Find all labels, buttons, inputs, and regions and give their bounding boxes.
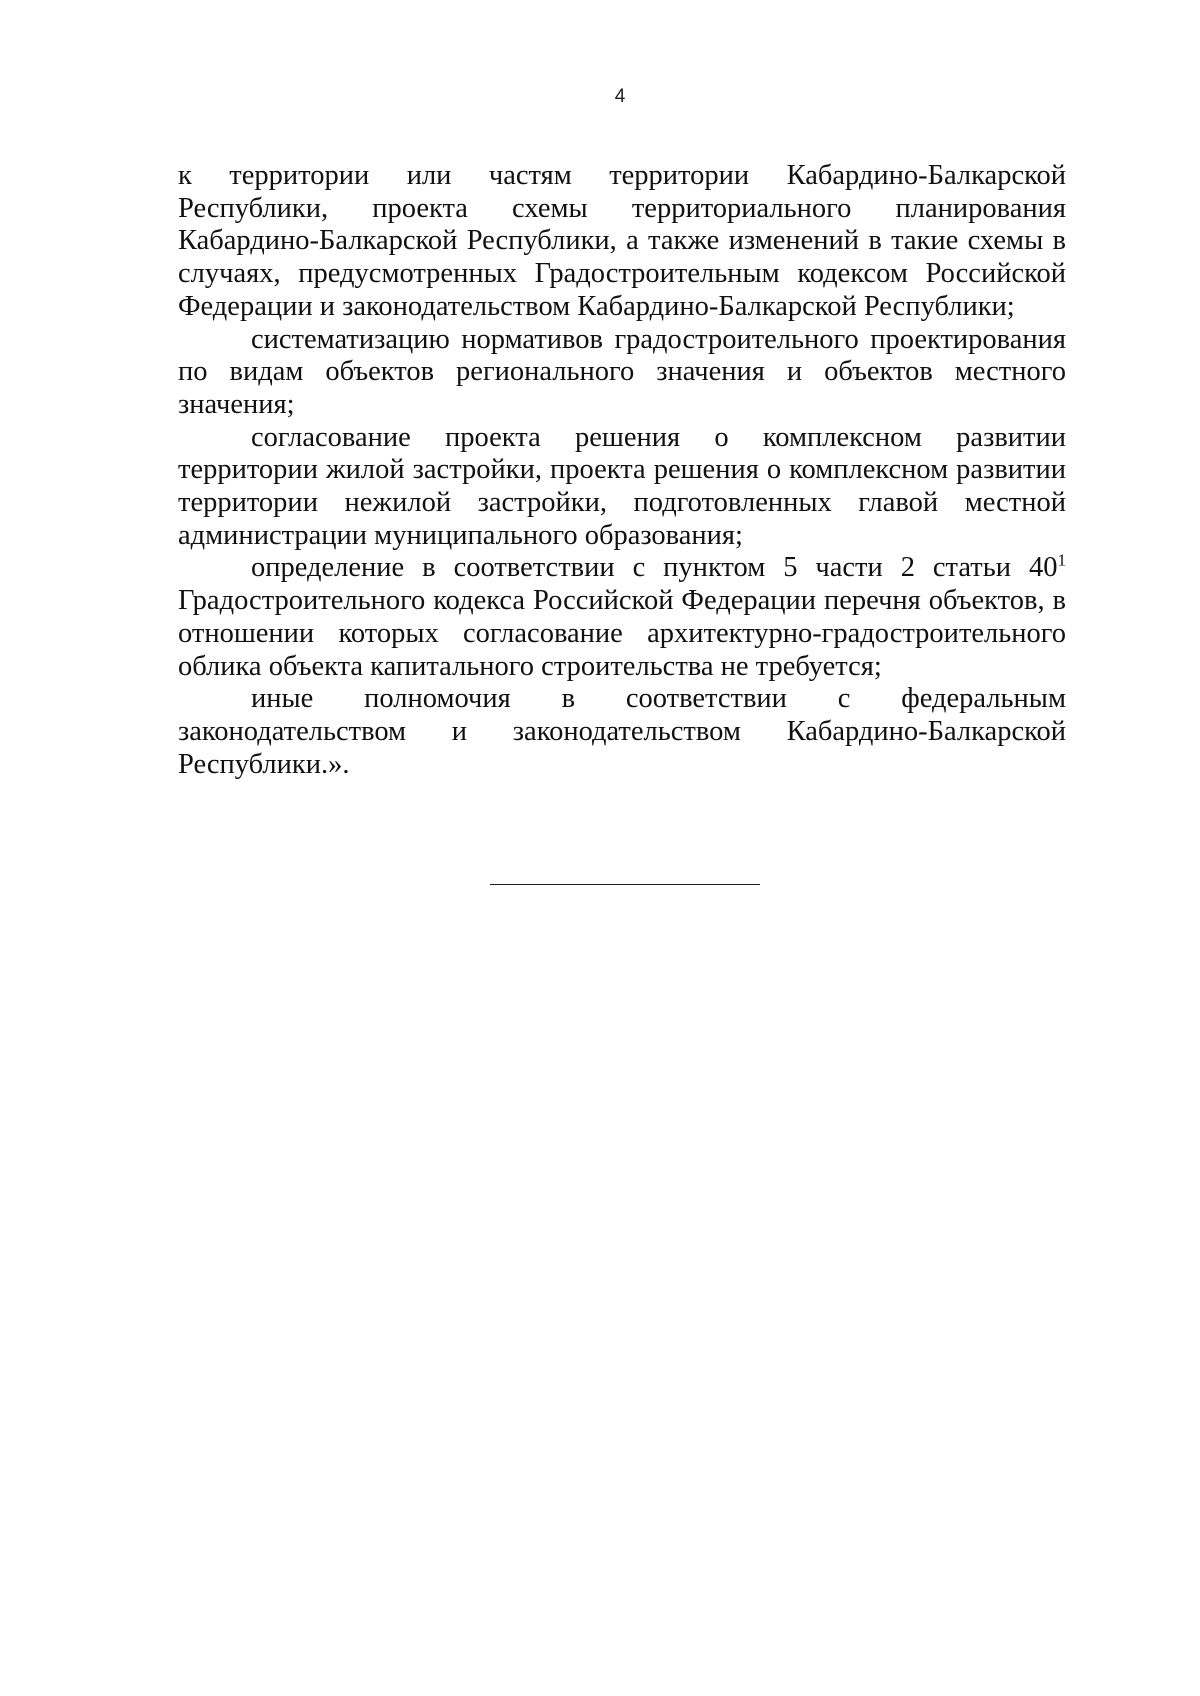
paragraph-other-powers: иные полномочия в соответствии с федеральным законодательством и законодательством Кабардино-Балкарской Республики.». [178,683,1066,780]
article-superscript: 1 [1057,550,1066,570]
paragraph-determination [178,552,1066,683]
paragraph-territory-scheme: к территории или частям территории Кабардино-Балкарской Республики, проекта схемы территориального планирования Кабардино-Балкарской Республики, а также изменений в такие схемы в случаях, предусмотренных Градостроительным кодексом Российской Федерации и законодательством Кабардино-Балкарской Республики; [178,160,1066,322]
paragraph-systematization: систематизацию нормативов градостроительного проектирования по видам объектов регионального значения и объектов местного значения; [178,323,1066,420]
paragraph-determination-start: определение в соответствии с пунктом 5 части 2 статьи 40 [251,552,1058,584]
paragraph-approval: согласование проекта решения о комплексном развитии территории жилой застройки, проекта решения о комплексном развитии территории нежилой застройки, подготовленных главой местной администрации муниципального образования; [178,421,1066,551]
page-number: 4 [614,86,626,107]
paragraph-determination-end: Градостроительного кодекса Российской Федерации перечня объектов, в отношении которых согласование архитектурно-градостроительного облика объекта капитального строительства не требуется; [178,585,1066,682]
end-of-text-rule [490,884,760,885]
document-body [178,160,1066,781]
